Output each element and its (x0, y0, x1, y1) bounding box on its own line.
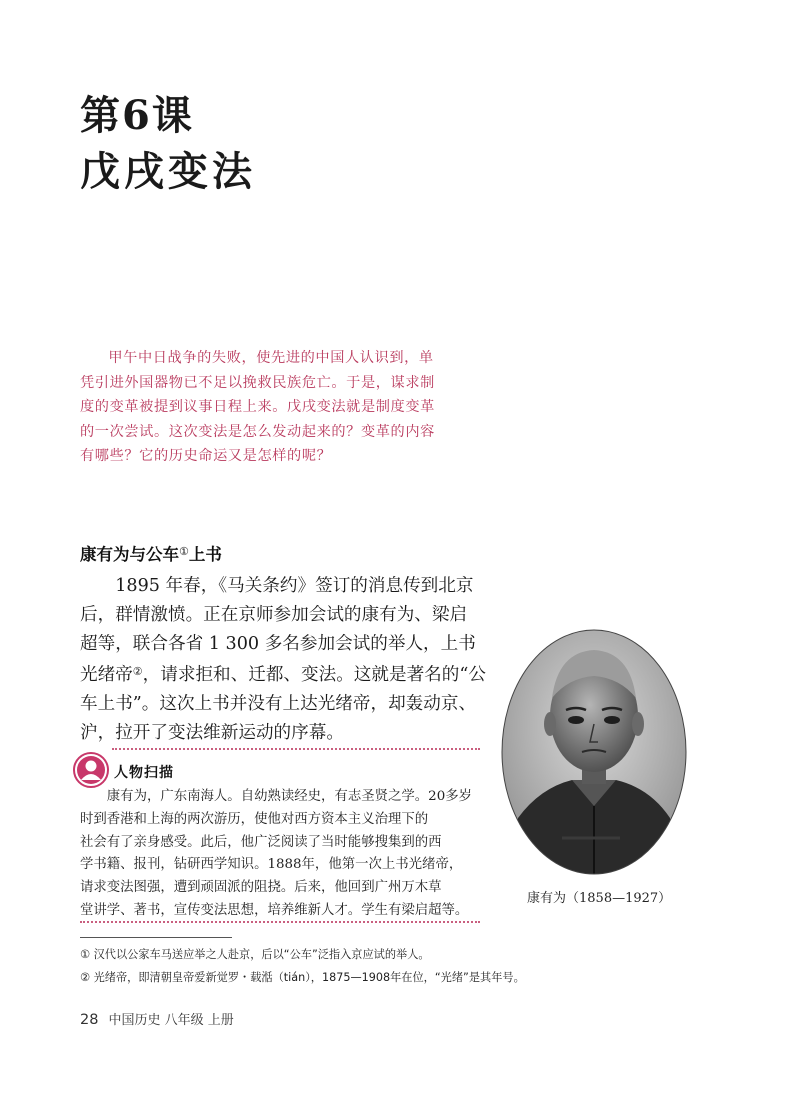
body-text: ，请求拒和、迁都、变法。这就是著名的“公 (142, 665, 486, 686)
body-text: 光绪帝 (80, 665, 133, 686)
section-heading-text-end: 上书 (188, 545, 222, 564)
body-line: 沪，拉开了变法维新运动的序幕。 (80, 722, 344, 743)
profile-line: 康有为，广东南海人。自幼熟读经史，有志圣贤之学。20多岁 (106, 789, 472, 804)
book-title: 中国历史 八年级 上册 (108, 1013, 234, 1028)
portrait-caption: 康有为（1858—1927） (527, 891, 672, 906)
body-line-4 (80, 658, 500, 690)
profile-top-divider (112, 748, 480, 750)
portrait-photo (500, 628, 688, 876)
footnote-2: ② 光绪帝，即清朝皇帝爱新觉罗・载湉（tián），1875—1908年在位，“光绪”是其年号。 (80, 971, 525, 984)
footnotes (80, 943, 525, 989)
body-line: 车上书”。这次上书并没有上达光绪帝，却轰动京、 (80, 694, 477, 715)
profile-line: 请求变法图强，遭到顽固派的阻挠。后来，他回到广州万木草 (80, 880, 442, 896)
profile-line: 时到香港和上海的两次游历，使他对西方资本主义治理下的 (80, 811, 429, 827)
footnote-ref-2[interactable]: ② (132, 665, 143, 679)
intro-line: 度的变革被提到议事日程上来。戊戌变法就是制度变革 (80, 399, 435, 415)
intro-line: 凭引进外国器物已不足以挽救民族危亡。于是，谋求制 (80, 374, 435, 391)
section-heading (80, 540, 222, 567)
profile-line: 学书籍、报刊，钻研西学知识。1888年，他第一次上书光绪帝， (80, 857, 463, 873)
section-body (80, 572, 500, 748)
lesson-title: 戊戌变法 (80, 148, 256, 195)
profile-text (80, 786, 500, 923)
intro-line: 的一次尝试。这次变法是怎么发动起来的？变革的内容 (80, 423, 435, 440)
profile-line: 社会有了亲身感受。此后，他广泛阅读了当时能够搜集到的西 (80, 834, 442, 850)
intro-paragraph (80, 346, 480, 469)
body-line: 超等，联合各省 1 300 多名参加会试的举人，上书 (80, 633, 476, 654)
person-icon (73, 752, 109, 788)
section-heading-text: 康有为与公车 (80, 545, 179, 564)
footnote-1: ① 汉代以公家车马送应举之人赴京，后以“公车”泛指入京应试的举人。 (80, 948, 430, 961)
intro-line: 有哪些？它的历史命运又是怎样的呢？ (80, 448, 332, 464)
page-footer (80, 1009, 234, 1028)
page-number: 28 (80, 1012, 99, 1028)
profile-bottom-divider (80, 921, 480, 923)
body-line: 后，群情激愤。正在京师参加会试的康有为、梁启 (80, 604, 468, 625)
lesson-number: 第6课 (80, 92, 194, 139)
profile-line: 堂讲学、著书，宣传变法思想，培养维新人才。学生有梁启超等。 (80, 902, 469, 918)
footnote-rule (80, 937, 232, 938)
body-line: 1895 年春，《马关条约》签订的消息传到北京 (115, 576, 474, 596)
profile-label: 人物扫描 (114, 765, 174, 781)
footnote-ref-1[interactable]: ① (179, 545, 189, 558)
intro-line: 甲午中日战争的失败，使先进的中国人认识到，单 (108, 350, 434, 366)
